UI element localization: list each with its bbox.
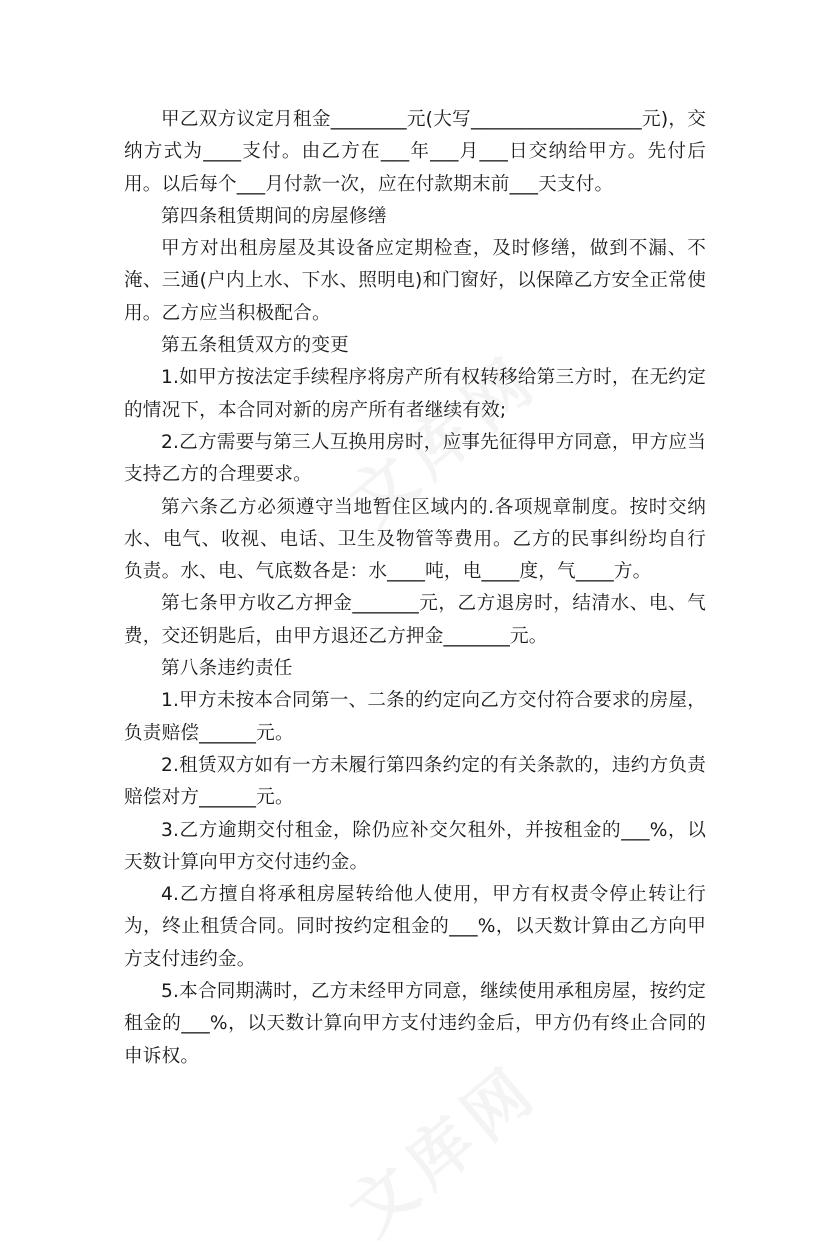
paragraph-change-1: 1.如甲方按法定手续程序将房产所有权转移给第三方时，在无约定的情况下，本合同对新的房产所有者继续有效; — [124, 367, 706, 421]
paragraph-article-7: 第七条甲方收乙方押金_______元，乙方退房时，结清水、电、气费，交还钥匙后，由甲方退还乙方押金_______元。 — [124, 593, 706, 647]
paragraph-article-6: 第六条乙方必须遵守当地暂住区域内的.各项规章制度。按时交纳水、电气、收视、电话、卫生及物管等费用。乙方的民事纠纷均自行负责。水、电、气底数各是：水____吨，电____度，气____方。 — [124, 496, 706, 583]
paragraph-breach-3: 3.乙方逾期交付租金，除仍应补交欠租外，并按租金的___%，以天数计算向甲方交付违约金。 — [124, 819, 706, 873]
paragraph-breach-5: 5.本合同期满时，乙方未经甲方同意，继续使用承租房屋，按约定租金的___%，以天数计算向甲方支付违约金后，甲方仍有终止合同的申诉权。 — [124, 981, 706, 1067]
heading-article-5: 第五条租赁双方的变更 — [161, 335, 349, 357]
heading-article-8: 第八条违约责任 — [161, 658, 293, 680]
paragraph-repairs: 甲方对出租房屋及其设备应定期检查，及时修缮，做到不漏、不淹、三通(户内上水、下水、照明电)和门窗好，以保障乙方安全正常使用。乙方应当积极配合。 — [124, 238, 706, 324]
paragraph-breach-1: 1.甲方未按本合同第一、二条的约定向乙方交付符合要求的房屋，负责赔偿______元。 — [124, 690, 706, 744]
paragraph-breach-4: 4.乙方擅自将承租房屋转给他人使用，甲方有权责令停止转让行为，终止租赁合同。同时按约定租金的___%，以天数计算由乙方向甲方支付违约金。 — [124, 884, 706, 970]
paragraph-breach-2: 2.租赁双方如有一方未履行第四条约定的有关条款的，违约方负责赔偿对方______元。 — [124, 754, 706, 809]
paragraph-change-2: 2.乙方需要与第三人互换用房时，应事先征得甲方同意，甲方应当支持乙方的合理要求。 — [124, 431, 706, 486]
paragraph-rent-payment: 甲乙双方议定月租金________元(大写__________________元)，交纳方式为____支付。由乙方在___年___月___日交纳给甲方。先付后用。以后每个___月付款一次，应在付款期末前___天支付。 — [124, 109, 706, 195]
heading-article-4: 第四条租赁期间的房屋修缮 — [161, 205, 387, 227]
document-body — [124, 104, 706, 1073]
